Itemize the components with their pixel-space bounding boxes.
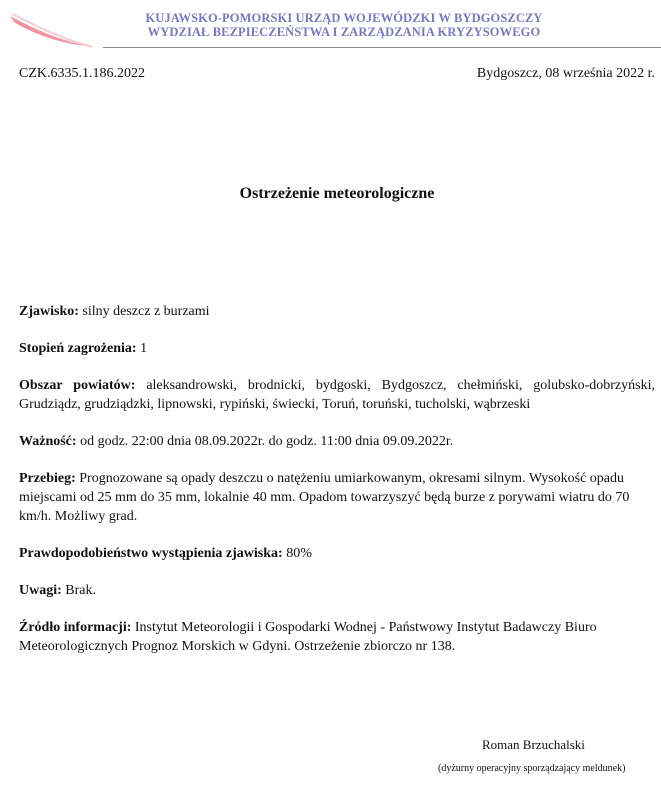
field-label: Stopień zagrożenia: [19, 341, 137, 356]
field-area [19, 376, 655, 414]
field-validity [19, 432, 655, 451]
field-probability [19, 544, 655, 563]
field-value: 1 [140, 341, 148, 356]
field-value: Brak. [65, 583, 96, 598]
office-header [100, 11, 588, 39]
field-label: Zjawisko: [19, 304, 79, 319]
signer-name: Roman Brzuchalski [482, 737, 585, 752]
document-title: Ostrzeżenie meteorologiczne [239, 185, 435, 202]
office-logo-swoosh-icon [6, 6, 96, 50]
field-value: aleksandrowski, brodnicki, bydgoski, Bydgoszcz, chełmiński, golubsko-dobrzyński, Grudziądz, grudziądzki, lipnowski, rypiński, świecki, Toruń, toruński, tucholski, wąbrzeski [19, 378, 655, 412]
header-line-2: WYDZIAŁ BEZPIECZEŃSTWA I ZARZĄDZANIA KRYZYSOWEGO [147, 25, 541, 39]
field-label: Przebieg: [19, 471, 76, 486]
field-label: Obszar powiatów: [19, 378, 136, 393]
field-label: Ważność: [19, 434, 77, 449]
field-value: silny deszcz z burzami [82, 304, 210, 319]
field-value: 80% [286, 546, 312, 561]
field-value: Prognozowane są opady deszczu o natężeniu umiarkowanym, okresami silnym. Wysokość opadu miejscami od 25 mm do 35 mm, lokalnie 40 mm. Opadom towarzyszyć będą burze z porywami wiatru do 70 km/h. Możliwy grad. [19, 471, 630, 524]
field-value: od godz. 22:00 dnia 08.09.2022r. do godz. 11:00 dnia 09.09.2022r. [80, 434, 454, 449]
field-source [19, 618, 655, 656]
document-reference: CZK.6335.1.186.2022 [19, 66, 145, 81]
field-phenomenon [19, 302, 655, 321]
field-course [19, 469, 655, 526]
field-remarks [19, 581, 655, 600]
field-label: Źródło informacji: [19, 620, 132, 635]
place-and-date: Bydgoszcz, 08 września 2022 r. [476, 66, 655, 81]
field-value: Instytut Meteorologii i Gospodarki Wodnej - Państwowy Instytut Badawczy Biuro Meteorologicznych Prognoz Morskich w Gdyni. Ostrzeżenie zbiorczo nr 138. [19, 620, 597, 654]
field-threat-level [19, 339, 655, 358]
header-line-1: KUJAWSKO-POMORSKI URZĄD WOJEWÓDZKI W BYDGOSZCZY [145, 11, 543, 25]
field-label: Prawdopodobieństwo wystąpienia zjawiska: [19, 546, 283, 561]
warning-details [19, 302, 655, 674]
field-label: Uwagi: [19, 583, 62, 598]
header-divider [103, 47, 661, 48]
signer-role: (dyżurny operacyjny sporządzający meldunek) [438, 763, 626, 774]
